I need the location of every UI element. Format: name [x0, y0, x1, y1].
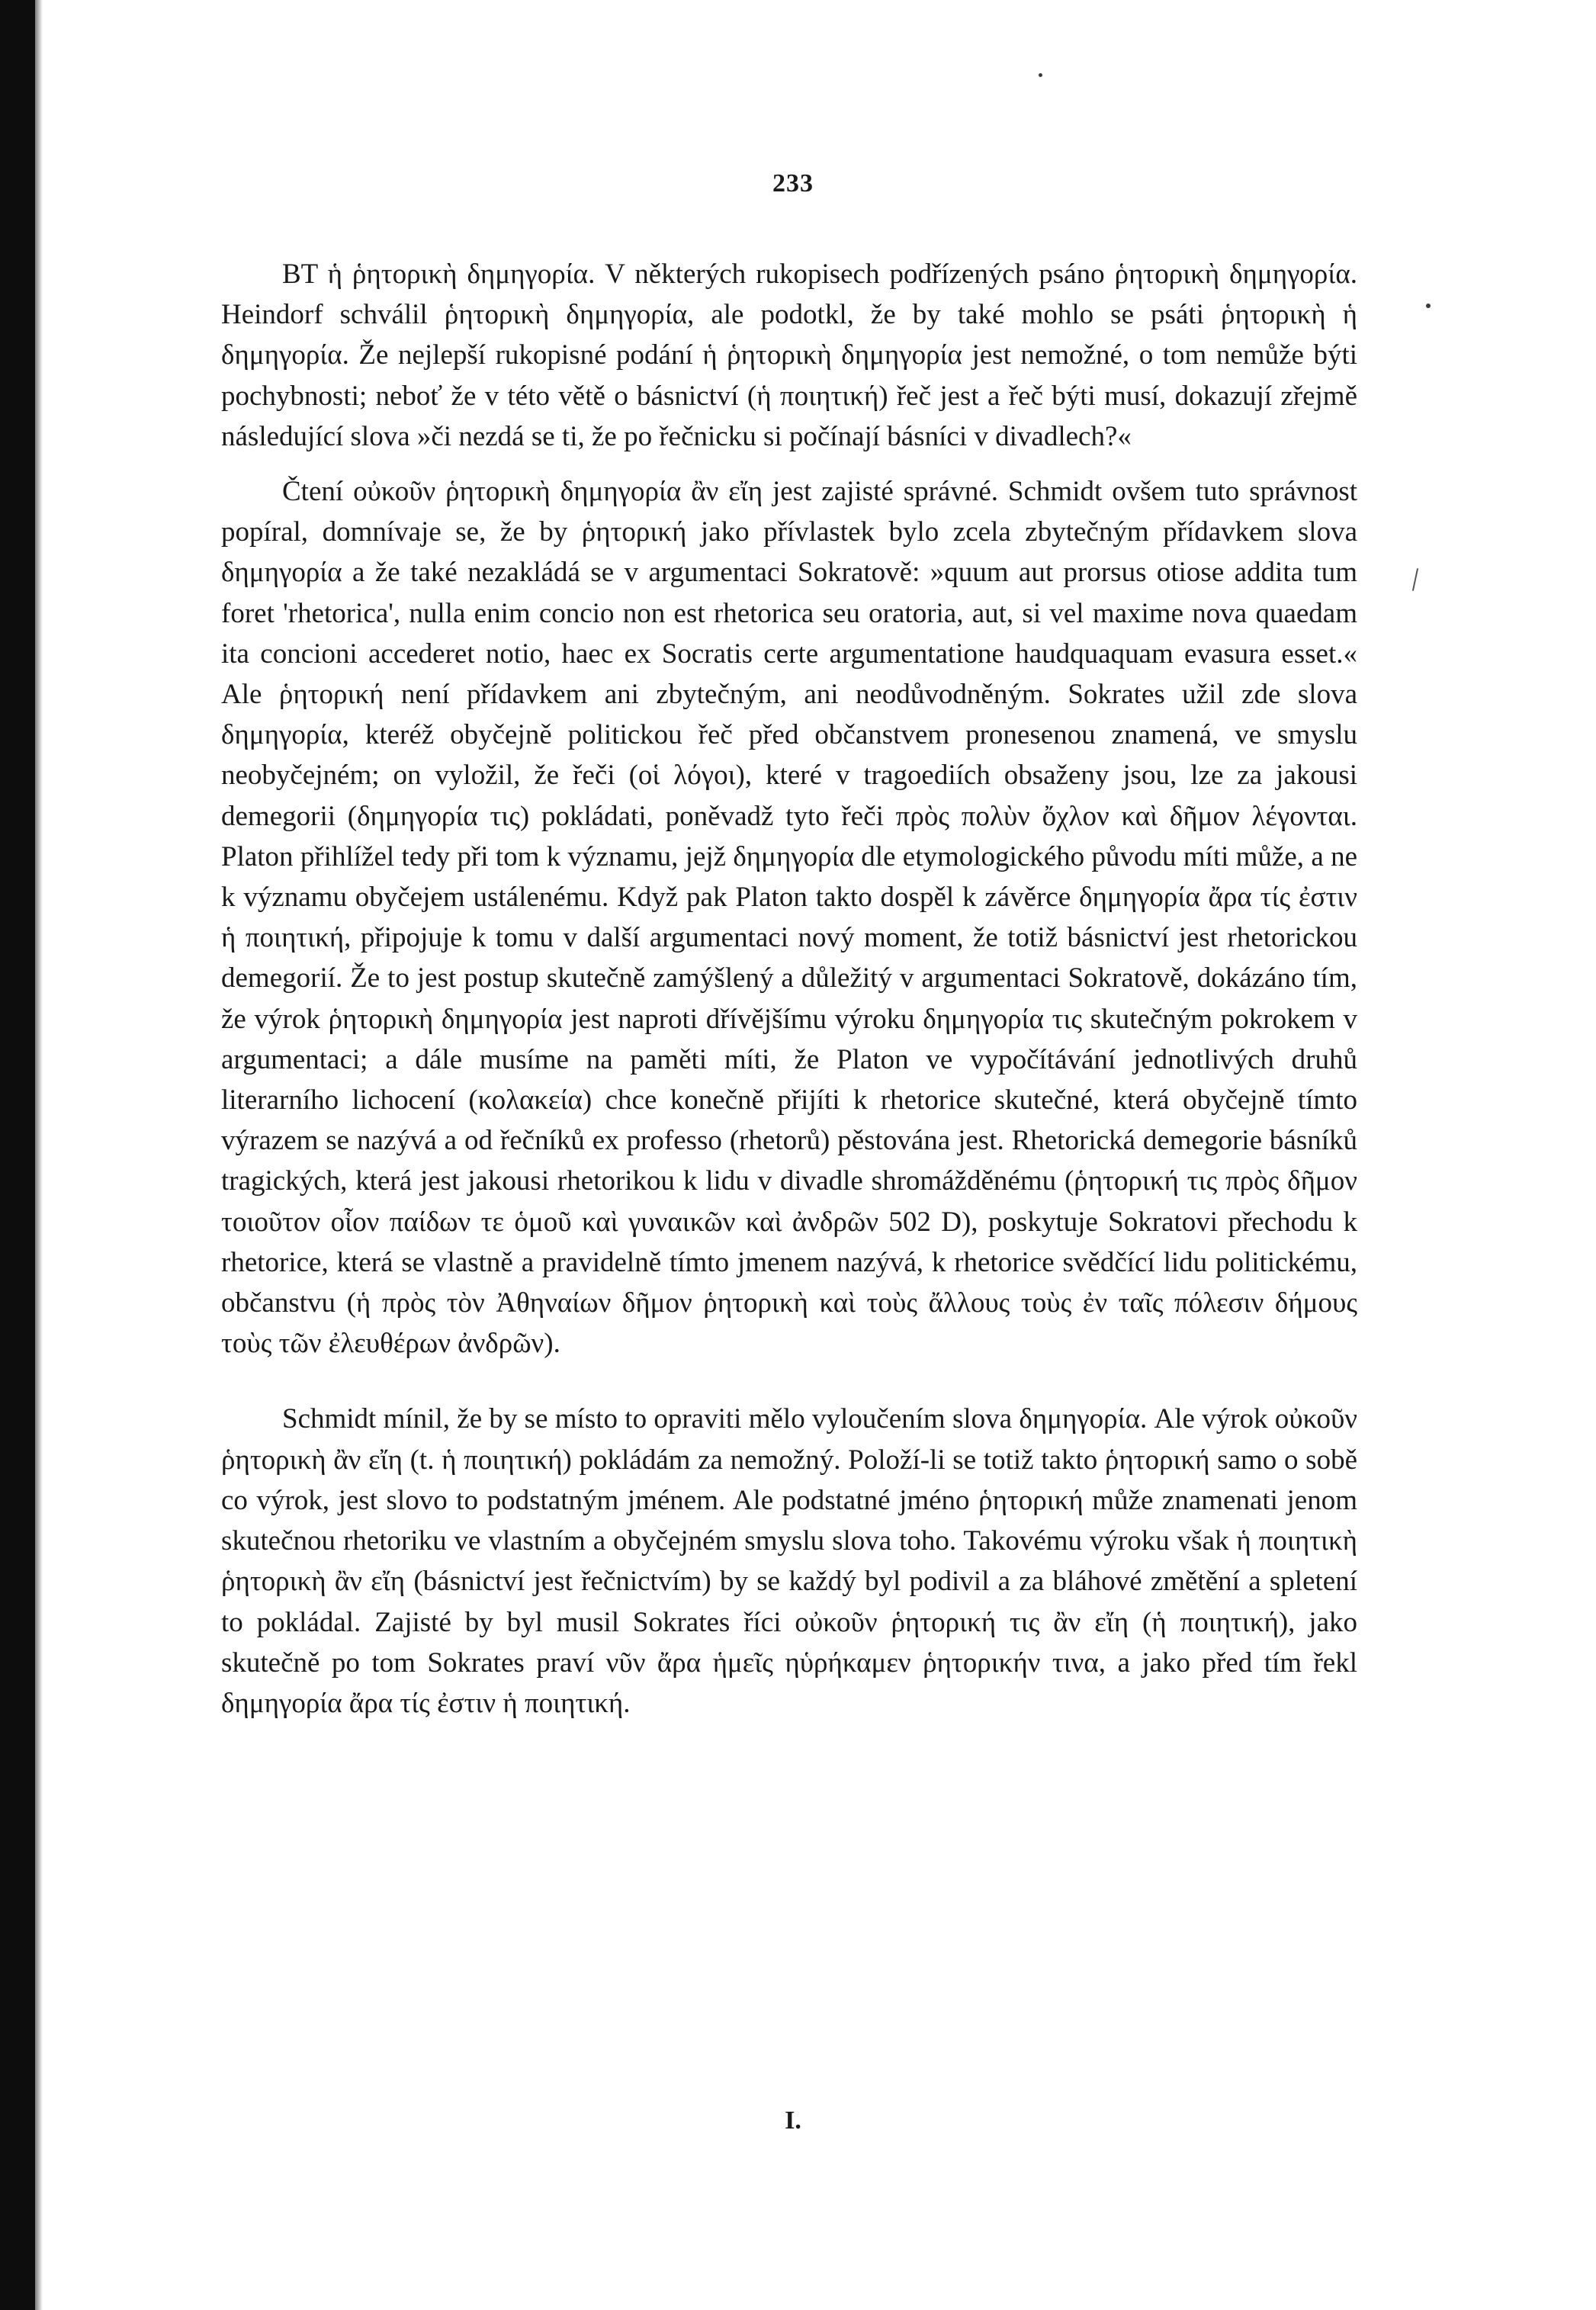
signature-mark: I.	[785, 2106, 801, 2135]
scan-left-shadow	[35, 0, 43, 2310]
scan-speck	[1426, 304, 1431, 308]
scan-mark	[1412, 568, 1418, 591]
paragraph-2: Čtení οὐκοῦν ῥητορικὴ δημηγορία ἂν εἴη jest zajisté správné. Schmidt ovšem tuto správnost popíral, domnívaje se, že by ῥητορική jako přívlastek bylo zcela zbytečným přídavkem slova δημηγορία a že také nezakládá se v argumentaci Sokratově: »quum aut prorsus otiose addita tum foret 'rhetorica', nulla enim concio non est rhetorica seu oratoria, aut, si vel maxime nova quaedam ita concioni accederet notio, haec ex Socratis certe argumentatione haudquaquam evasura esset.« Ale ῥητορική není přídavkem ani zbytečným, ani neodůvodněným. Sokrates užil zde slova δημηγορία, kteréž obyčejně politickou řeč před občanstvem pronesenou znamená, ve smyslu neobyčejném; on vyložil, že řeči (οἱ λόγοι), které v tragoediích obsaženy jsou, lze za jakousi demegorii (δημηγορία τις) pokládati, poněvadž tyto řeči πρὸς πολὺν ὄχλον καὶ δῆμον λέγονται. Platon přihlížel tedy při tom k významu, jejž δημηγορία dle etymologického původu míti může, a ne k významu obyčejem ustálenému. Když pak Platon takto dospěl k závěrce δημηγορία ἄρα τίς ἐστιν ἡ ποιητική, připojuje k tomu v další argumentaci nový moment, že totiž básnictví jest rhetorickou demegorií. Že to jest postup skutečně zamýšlený a důležitý v argumentaci Sokratově, dokázáno tím, že výrok ῥητορικὴ δημηγορία jest naproti dřívějšímu výroku δημηγορία τις skutečným pokrokem v argumentaci; a dále musíme na paměti míti, že Platon ve vypočítávání jednotlivých druhů literarního lichocení (κολακεία) chce konečně přijíti k rhetorice skutečné, která obyčejně tímto výrazem se nazývá a od řečníků ex professo (rhetorů) pěstována jest. Rhetorická demegorie básníků tragických, která jest jakousi rhetorikou k lidu v divadle shromážděnému (ῥητορική τις πρὸς δῆμον τοιοῦτον οἷον παίδων τε ὁμοῦ καὶ γυναικῶν καὶ ἀνδρῶν 502 D), poskytuje Sokratovi přechodu k rhetorice, která se vlastně a pravidelně tímto jmenem nazývá, k rhetorice svědčící lidu politickému, občanstvu (ἡ πρὸς τὸν Ἀθηναίων δῆμον ῥητορικὴ καὶ τοὺς ἄλλους τοὺς ἐν ταῖς πόλεσιν δήμους τοὺς τῶν ἐλευθέρων ἀνδρῶν).	[221, 476, 1357, 1360]
paragraph-1: BT ἡ ῥητορικὴ δημηγορία. V některých rukopisech podřízených psáno ῥητορικὴ δημηγορία. Heindorf schválil ῥητορικὴ δημηγορία, ale podotkl, že by také mohlo se psáti ῥητορικὴ ἡ δημηγορία. Že nejlepší rukopisné podání ἡ ῥητορικὴ δημηγορία jest nemožné, o tom nemůže býti pochybnosti; neboť že v této větě o básnictví (ἡ ποιητική) řeč jest a řeč býti musí, dokazují zřejmě následující slova »či nezdá se ti, že po řečnicku si počínají básníci v divadlech?«	[221, 259, 1357, 452]
scan-left-border	[0, 0, 35, 2310]
body-text	[221, 254, 1357, 1724]
page-number: 233	[772, 169, 814, 198]
scan-speck	[1039, 73, 1042, 77]
paragraph-3: Schmidt mínil, že by se místo to opraviti mělo vyloučením slova δημηγορία. Ale výrok οὐκοῦν ῥητορικὴ ἂν εἴη (t. ἡ ποιητική) pokládám za nemožný. Položí-li se totiž takto ῥητορική samo o sobě co výrok, jest slovo to podstatným jménem. Ale podstatné jméno ῥητορική může znamenati jenom skutečnou rhetoriku ve vlastním a obyčejném smyslu slova toho. Takovému výroku však ἡ ποιητικὴ ῥητορικὴ ἂν εἴη (básnictví jest řečnictvím) by se každý byl podivil a za bláhové změtění a spletení to pokládal. Zajisté by byl musil Sokrates říci οὐκοῦν ῥητορική τις ἂν εἴη (ἡ ποιητική), jako skutečně po tom Sokrates praví νῦν ἄρα ἡμεῖς ηὑρήκαμεν ῥητορικήν τινα, a jako před tím řekl δημηγορία ἄρα τίς ἐστιν ἡ ποιητική.	[221, 1403, 1357, 1719]
